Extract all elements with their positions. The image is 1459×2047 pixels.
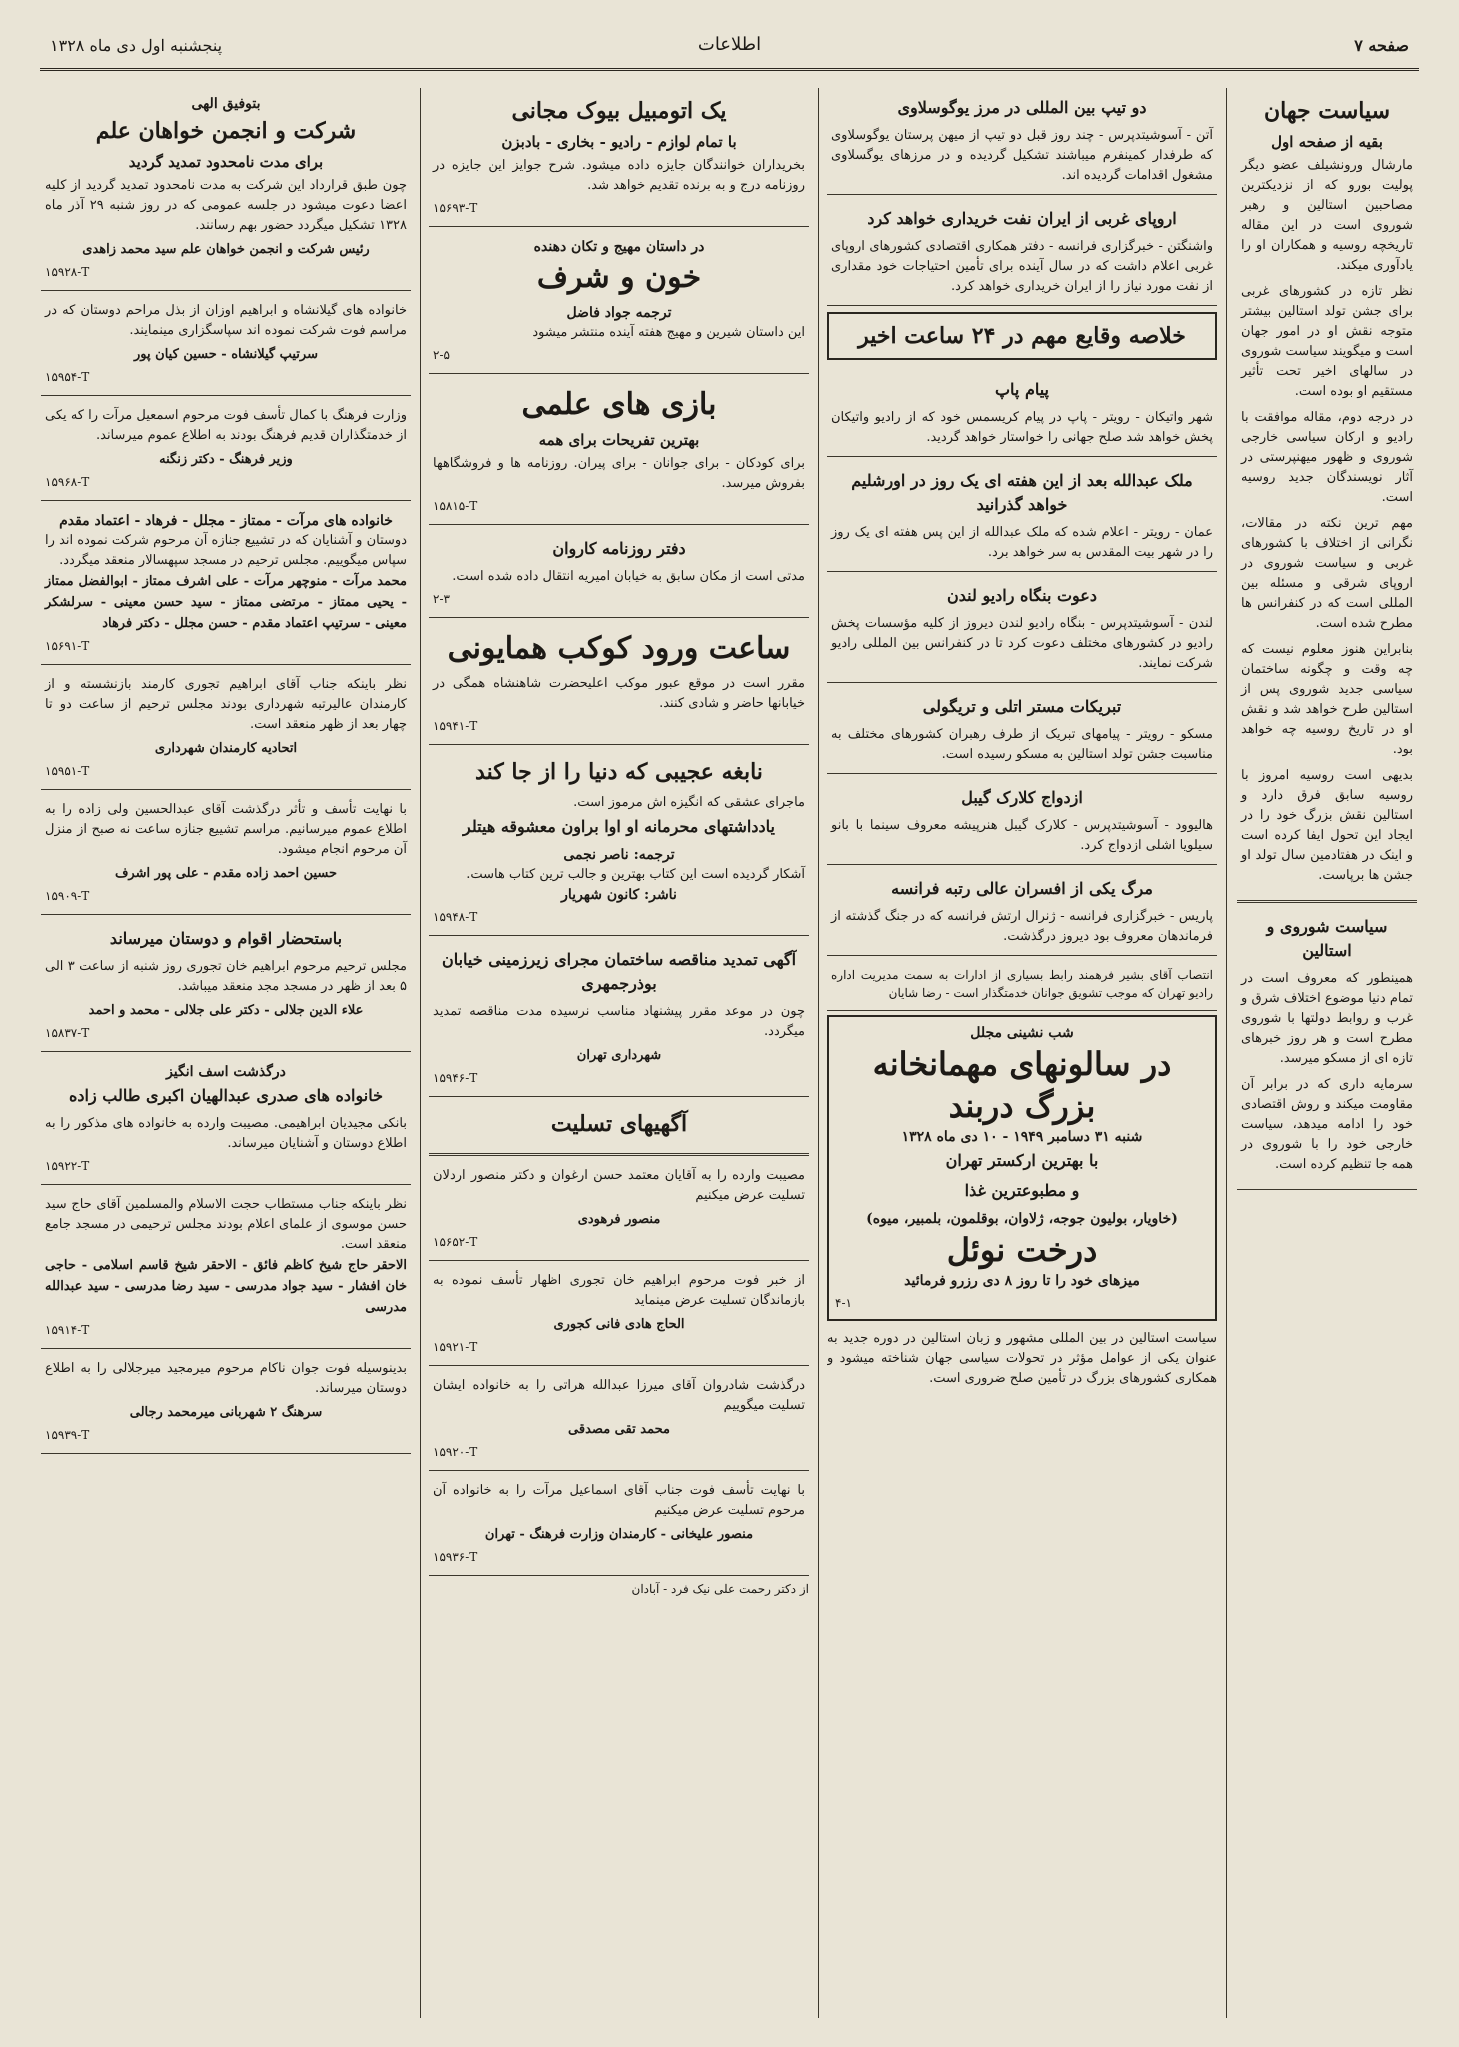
ad-number: ۱۵۶۹۳-T xyxy=(433,201,478,215)
notice-body: نظر باینکه جناب آقای ابراهیم تجوری کارمند بازنشسته و از کارمندان عالیرتبه شهرداری بودند مجلس ترحیم از ساعت دو تا چهار بعد از ظهر منعقد است. xyxy=(45,677,407,732)
ad-number: ۱۵۹۴۱-T xyxy=(433,719,478,733)
ad-number: ۲-۳ xyxy=(433,592,450,606)
games-body: برای کودکان - برای جوانان - برای پیران. روزنامه ها و فروشگاهها بفروش میرسد. xyxy=(433,456,805,491)
news-abdullah xyxy=(827,461,1217,572)
notice-body: بانکی مجیدیان ابراهیمی. مصیبت وارده به خانواده های مذکور را به اطلاع دوستان و آشنایان میرساند. xyxy=(45,1116,407,1151)
lower-article xyxy=(827,1329,1217,1389)
ad-number: ۱۵۹۲۱-T xyxy=(433,1340,478,1354)
notes-title: یادداشتهای محرمانه او اوا براون معشوقه هیتلر xyxy=(463,817,775,836)
news-europe-oil xyxy=(827,199,1217,306)
paragraph: نظر تازه در کشورهای غربی برای جشن تولد استالین بیشتر متوجه نقش او در امور جهان است و میگویند سیاست شوروی در سالهای اخیر تحت تأثیر مستقیم او بوده است. xyxy=(1241,284,1413,399)
condolence-signature: محمد تقی مصدقی xyxy=(568,1422,670,1437)
ad-hitler-notes xyxy=(429,749,809,936)
games-title: بازی های علمی xyxy=(521,387,717,422)
notice-signature: سرهنگ ۲ شهربانی میرمحمد رجالی xyxy=(129,1405,323,1420)
headline: دعوت بنگاه رادیو لندن xyxy=(947,586,1097,605)
condolence-body: از خبر فوت مرحوم ابراهیم خان تجوری اظهار تأسف نموده به بازماندگان تسلیت عرض مینماید xyxy=(433,1273,805,1308)
condolence-body: مصیبت وارده را به آقایان معتمد حسن ارغوان و دکتر منصور اردلان تسلیت عرض میکنیم xyxy=(433,1168,805,1203)
news-death-officer xyxy=(827,869,1217,956)
event-menu: (خاویار، بولیون جوجه، ژلاوان، بوقلمون، بلمبیر، میوه) xyxy=(866,1211,1178,1227)
ad-number: ۱۵۹۰۹-T xyxy=(45,889,90,903)
notice-sad xyxy=(41,1056,411,1185)
notice-signature: سرتیپ گیلانشاه - حسین کیان پور xyxy=(134,347,318,362)
news-yugoslavia xyxy=(827,88,1217,195)
ad-number: ۱۵۶۵۲-T xyxy=(433,1235,478,1249)
karvan-title: دفتر روزنامه کاروان xyxy=(552,539,686,558)
condolence-ad xyxy=(429,1265,809,1366)
summary-banner: خلاصه وقایع مهم در ۲۴ ساعت اخیر xyxy=(827,312,1217,360)
association-signature: رئیس شرکت و انجمن خواهان علم سید محمد زاهدی xyxy=(82,242,370,257)
condolences-header xyxy=(429,1101,809,1156)
notice-association xyxy=(41,88,411,291)
news-marriage xyxy=(827,778,1217,865)
paragraph: همینطور که معروف است در تمام دنیا موضوع اختلاف شرق و غرب و روابط دولتها با شوروی مطرح است و هر روز خبرهای تازه ای از مسکو میرسد. xyxy=(1241,971,1413,1066)
paragraph: سرمایه داری که در برابر آن مقاومت میکند و روش اقتصادی خود را ادامه میدهد، سیاست خارجی خود را با شوروی در همه جا تنظیم کرده است. xyxy=(1241,1077,1413,1172)
ad-tender xyxy=(429,940,809,1097)
running-head xyxy=(40,22,1419,71)
ad-title: یک اتومبیل بیوک مجانی xyxy=(511,98,727,124)
ad-number: ۱۵۹۳۹-T xyxy=(45,1428,90,1442)
ad-number: ۱۵۹۶۸-T xyxy=(45,475,90,489)
newspaper-name: اطلاعات xyxy=(697,34,762,55)
royal-body: مقرر است در موقع عبور موکب اعلیحضرت شاهنشاه همگی در خیابانها حاضر و شادی کنند. xyxy=(433,676,805,711)
news-body: هالیوود - آسوشیتدپرس - کلارک گیبل هنرپیشه معروف سینما با بانو سیلویا اشلی ازدواج کرد. xyxy=(831,818,1213,853)
tender-signature: شهرداری تهران xyxy=(576,1048,662,1063)
notice-valizadeh xyxy=(41,794,411,915)
news-radio-london xyxy=(827,576,1217,683)
world-politics-article xyxy=(1237,88,1417,903)
headline: دو تیپ بین المللی در مرز یوگوسلاوی xyxy=(897,98,1147,117)
ad-number: ۱۵۶۹۱-T xyxy=(45,639,90,653)
event-title: در سالونهای مهمانخانه بزرگ دربند xyxy=(872,1045,1172,1125)
condolence-ad xyxy=(429,1475,809,1576)
genius-title: نابغه عجیبی که دنیا را از جا کند xyxy=(475,759,763,785)
event-head: شب نشینی مجلل xyxy=(970,1025,1074,1041)
ad-story xyxy=(429,231,809,374)
event-food: و مطبوعترین غذا xyxy=(964,1181,1080,1200)
notes-publisher: ناشر: کانون شهریار xyxy=(561,887,677,903)
condolence-ad xyxy=(429,1160,809,1261)
ad-number: ۱۵۹۵۱-T xyxy=(45,764,90,778)
column-rule xyxy=(420,88,421,2018)
ad-number: ۴-۱ xyxy=(835,1296,852,1310)
notice-families xyxy=(41,505,411,665)
tender-title: آگهی تمدید مناقصه ساختمان مجرای زیرزمینی خیابان بوذرجمهری xyxy=(441,950,797,993)
article-title: سیاست جهان xyxy=(1263,98,1391,124)
event-tree: درخت نوئل xyxy=(946,1231,1098,1269)
column-rule xyxy=(818,88,819,2018)
condolences-title: آگهیهای تسلیت xyxy=(550,1111,688,1137)
news-body: واشنگتن - خبرگزاری فرانسه - دفتر همکاری اقتصادی کشورهای اروپای غربی اعلام داشت که در سال آینده برای تأمین احتیاجات خود مقداری از نفت مورد نیاز را از ایران خریداری خواهد کرد. xyxy=(831,239,1213,294)
games-subtitle: بهترین تفریحات برای همه xyxy=(538,431,700,449)
ad-number: ۲-۵ xyxy=(433,348,450,362)
notice-municipality xyxy=(41,669,411,790)
ad-number: ۱۵۹۳۶-T xyxy=(433,1550,478,1564)
notice-gilanshah xyxy=(41,295,411,396)
karvan-body: مدتی است از مکان سابق به خیابان امیریه انتقال داده شده است. xyxy=(452,569,805,584)
ad-games xyxy=(429,378,809,525)
story-title: خون و شرف xyxy=(536,260,702,295)
condolence-ad xyxy=(429,1370,809,1471)
page-number: صفحه ۷ xyxy=(1354,36,1409,55)
ad-number: ۱۵۹۲۲-T xyxy=(45,1159,90,1173)
notice-last xyxy=(41,1353,411,1454)
ad-subtitle: با تمام لوازم - رادیو - بخاری - بادبزن xyxy=(501,133,737,151)
tender-body: چون در موعد مقرر پیشنهاد مناسب نرسیده مدت مناقصه تمدید میگردد. xyxy=(433,1004,805,1039)
families-body: دوستان و آشنایان که در تشییع جنازه آن مرحوم شرکت نموده اند را سپاس میگوییم. مجلس ترحیم در مسجد سپهسالار منعقد میگردد. xyxy=(45,533,407,568)
article-body xyxy=(1241,969,1413,1175)
royal-title: ساعت ورود کوکب همایونی xyxy=(447,631,791,666)
event-date: شنبه ۳۱ دسامبر ۱۹۴۹ - ۱۰ دی ماه ۱۳۲۸ xyxy=(901,1129,1143,1145)
condolence-body: درگذشت شادروان آقای میرزا عبدالله هراتی را به خانواده ایشان تسلیت میگوییم xyxy=(433,1378,805,1413)
paragraph: بدیهی است روسیه امروز با روسیه سابق فرق دارد و استالین نقش بزرگ خود را در ایجاد این تحول ایفا کرده است و اینک در هفتادمین سال تولد او جشن ها برپاست. xyxy=(1241,768,1413,883)
association-subtitle: برای مدت نامحدود تمدید گردید xyxy=(128,153,324,171)
headline: مرگ یکی از افسران عالی رتبه فرانسه xyxy=(891,879,1153,898)
ad-number: ۱۵۸۱۵-T xyxy=(433,499,478,513)
headline: تبریکات مستر اتلی و تریگولی xyxy=(922,697,1122,716)
ad-number: ۱۵۹۲۰-T xyxy=(433,1445,478,1459)
news-congratulations xyxy=(827,687,1217,774)
paragraph: مارشال ورونشیلف عضو دیگر پولیت بورو که از نزدیکترین مصاحبین استالین و رهبر شوروی است در این مقاله تاریخچه روسیه و همکاران او را یادآوری میکند. xyxy=(1241,158,1413,273)
condolence-signature: منصور فرهودی xyxy=(577,1212,661,1227)
column-rule xyxy=(1226,88,1227,2018)
notes-body: آشکار گردیده است این کتاب بهترین و جالب ترین کتاب هاست. xyxy=(466,867,805,882)
news-body: آتن - آسوشیتدپرس - چند روز قبل دو تیپ از میهن پرستان یوگوسلاوی که طرفدار کمینفرم میباشند تشکیل گردیده و در مرزهای یوگسلاوی مشغول اقدامات گردیده اند. xyxy=(831,128,1213,183)
notice-body: بدینوسیله فوت جوان ناکام مرحوم میرمجید میرجلالی را به اطلاع دوستان میرساند. xyxy=(45,1361,407,1396)
notice-title: درگذشت اسف انگیز xyxy=(166,1064,286,1080)
paragraph: بنابراین هنوز معلوم نیست که چه وقت و چگونه ساختمان سیاسی جدید شوروی پس از استالین طرح خواهد شد و نقش او در تاریخ روسیه چه خواهد بود. xyxy=(1241,642,1413,757)
clergy-names: الاحقر حاج شیخ کاظم فائق - الاحقر شیخ قاسم اسلامی - حاجی خان افشار - سید جواد مدرسی - سید رضا مدرسی - سید عبدالله مدرسی xyxy=(45,1258,407,1315)
story-body: این داستان شیرین و مهیج هفته آینده منتشر میشود xyxy=(532,325,805,340)
continued-note: بقیه از صفحه اول xyxy=(1271,133,1383,151)
notice-body: با نهایت تأسف و تأثر درگذشت آقای عبدالحسین ولی زاده را به اطلاع عموم میرسانیم. مراسم تشییع جنازه ساعت نه صبح از منزل آن مرحوم انجام میشود. xyxy=(45,802,407,857)
notice-signature: حسین احمد زاده مقدم - علی پور اشرف xyxy=(114,866,338,881)
headline: پیام پاپ xyxy=(994,380,1050,399)
notice-signature: وزیر فرهنگ - دکتر زنگنه xyxy=(159,452,293,467)
notice-body: خانواده های گیلانشاه و ابراهیم اوزان از بذل مراحم دوستان که در مراسم فوت شرکت نموده اند سپاسگزاری مینمایند. xyxy=(45,303,407,338)
notes-translator: ترجمه: ناصر نجمی xyxy=(563,847,675,863)
association-body: چون طبق قرارداد این شرکت به مدت نامحدود تمدید گردید از کلیه اعضا دعوت میشود در جلسه عمومی که در روز شنبه ۲۹ آذر ماه ۱۳۲۸ تشکیل میگردد حضور بهم رسانند. xyxy=(45,178,407,233)
notice-clergy xyxy=(41,1189,411,1349)
article-body xyxy=(1241,156,1413,886)
ad-number: ۱۵۹۴۶-T xyxy=(433,1071,478,1085)
paragraph: در درجه دوم، مقاله موافقت با رادیو و ارکان سیاسی خارجی شوروی و ظهور میهنپرستی در آثار نویسندگان جدید روسیه است. xyxy=(1241,410,1413,505)
ad-number: ۱۵۹۵۴-T xyxy=(45,370,90,384)
story-translator: ترجمه جواد فاضل xyxy=(566,305,672,321)
column-ads xyxy=(429,88,809,2018)
invocation: بتوفیق الهی xyxy=(191,96,261,112)
news-body: لندن - آسوشیتدپرس - بنگاه رادیو لندن دیروز از کلیه مؤسسات پخش رادیو در کشورهای مختلف دعوت کرد تا در کنفرانس بین المللی رادیو شرکت نمایند. xyxy=(831,616,1213,671)
notice-body: نظر باینکه جناب مستطاب حجت الاسلام والمسلمین آقای حاج سید حسن موسوی از علمای اعلام بودند مجلس ترحیمی در مسجد جامع منعقد است. xyxy=(45,1197,407,1252)
ad-number: ۱۵۹۱۴-T xyxy=(45,1323,90,1337)
story-intro: در داستان مهیج و تکان دهنده xyxy=(533,239,705,255)
news-pope xyxy=(827,370,1217,457)
bottom-note: از دکتر رحمت علی نیک فرد - آبادان xyxy=(631,1582,809,1596)
headline: ازدواج کلارک گیبل xyxy=(961,788,1083,807)
ad-number: ۱۵۸۳۷-T xyxy=(45,1026,90,1040)
notice-friends xyxy=(41,919,411,1052)
event-orchestra: با بهترین ارکستر تهران xyxy=(945,1151,1099,1170)
column-notices xyxy=(41,88,411,2018)
notice-body: وزارت فرهنگ با کمال تأسف فوت مرحوم اسمعیل مرآت را که یکی از خدمتگذاران قدیم فرهنگ بودند به اطلاع عموم میرساند. xyxy=(45,408,407,443)
news-body: مسکو - رویتر - پیامهای تبریک از طرف رهبران کشورهای مختلف به مناسبت جشن تولد استالین به مسکو رسیده است. xyxy=(831,727,1213,762)
soviet-policy-article xyxy=(1237,907,1417,1190)
notice-body: مجلس ترحیم مرحوم ابراهیم خان تجوری روز شنبه از ساعت ۳ الی ۵ بعد از ظهر در مسجد مجد منعقد میباشد. xyxy=(45,959,407,994)
news-body: پاریس - خبرگزاری فرانسه - ژنرال ارتش فرانسه که در جنگ گذشته از فرماندهان معروف بود دیروز درگذشت. xyxy=(831,909,1213,944)
families-head: خانواده های مرآت - ممتاز - مجلل - فرهاد - اعتماد مقدم xyxy=(59,513,393,529)
paragraph: سیاست استالین در بین المللی مشهور و زبان استالین در دوره جدید به عنوان یکی از عوامل مؤثر در تحولات سیاسی جهان شناخته میشود و همکاری کشورهای بزرگ در تأمین صلح ضروری است. xyxy=(827,1331,1217,1386)
ad-royal-arrival xyxy=(429,622,809,745)
condolence-signature: الحاج هادی فانی کجوری xyxy=(553,1317,685,1332)
column-news xyxy=(827,88,1217,2018)
headline: اروپای غربی از ایران نفت خریداری خواهد کرد xyxy=(867,209,1177,228)
genius-body: ماجرای عشقی که انگیزه اش مرموز است. xyxy=(573,795,805,810)
ad-karvan xyxy=(429,529,809,618)
ad-number: ۱۵۹۲۸-T xyxy=(45,265,90,279)
ad-buick xyxy=(429,88,809,227)
notice-appointment: انتصاب آقای بشیر فرهمند رابط بسیاری از ادارات به سمت مدیریت اداره رادیو تهران که موجب تشویق جوانان خدمتگذار است - رضا شایان xyxy=(827,960,1217,1011)
column-world-politics xyxy=(1237,88,1417,2018)
notice-signature: اتحادیه کارمندان شهرداری xyxy=(154,741,298,756)
notice-ministry xyxy=(41,400,411,501)
section-title: سیاست شوروی و استالین xyxy=(1266,917,1388,960)
families-names: محمد مرآت - منوچهر مرآت - علی اشرف ممتاز - ابوالفضل ممتاز - یحیی ممتاز - مرتضی ممتاز - سید حسن معینی - سرلشکر معینی - سرتیپ اعتماد مقدم - حسن مجلل - دکتر فرهاد xyxy=(45,574,407,631)
association-title: شرکت و انجمن خواهان علم xyxy=(95,118,357,144)
notice-families: خانواده های صدری عبدالهیان اکبری طالب زاده xyxy=(69,1086,383,1105)
issue-date: پنجشنبه اول دی ماه ۱۳۲۸ xyxy=(50,36,223,55)
ad-number: ۱۵۹۴۸-T xyxy=(433,910,478,924)
news-body: عمان - رویتر - اعلام شده که ملک عبدالله از این پس هفته ای یک روز را در شهر بیت المقدس به سر خواهد برد. xyxy=(831,525,1213,560)
notice-title: باستحضار اقوام و دوستان میرساند xyxy=(109,929,343,948)
condolence-body: با نهایت تأسف فوت جناب آقای اسماعیل مرآت را به خانواده آن مرحوم تسلیت عرض میکنیم xyxy=(433,1483,805,1518)
notice-signature: علاء الدین جلالی - دکتر علی جلالی - محمد و احمد xyxy=(88,1003,364,1018)
news-body: شهر واتیکان - رویتر - پاپ در پیام کریسمس خود که از رادیو واتیکان پخش خواهد شد صلح جهانی را خواستار خواهد گردید. xyxy=(831,410,1213,445)
condolence-signature: منصور علیخانی - کارمندان وزارت فرهنگ - تهران xyxy=(484,1527,754,1542)
ad-body: بخریداران خوانندگان جایزه داده میشود. شرح جوایز این جایزه در روزنامه درج و به برنده تقدیم خواهد شد. xyxy=(433,158,805,193)
event-advertisement xyxy=(827,1015,1217,1321)
headline: ملک عبدالله بعد از این هفته ای یک روز در اورشلیم خواهد گذرانید xyxy=(851,471,1193,514)
paragraph: مهم ترین نکته در مقالات، نگرانی از اختلاف با کشورهای غربی و سیاست شوروی در اروپای شرقی و مسئله بین المللی است که در کنفرانس ها مطرح شده است. xyxy=(1241,516,1413,631)
event-reserve: میزهای خود را تا روز ۸ دی رزرو فرمائید xyxy=(904,1273,1140,1289)
